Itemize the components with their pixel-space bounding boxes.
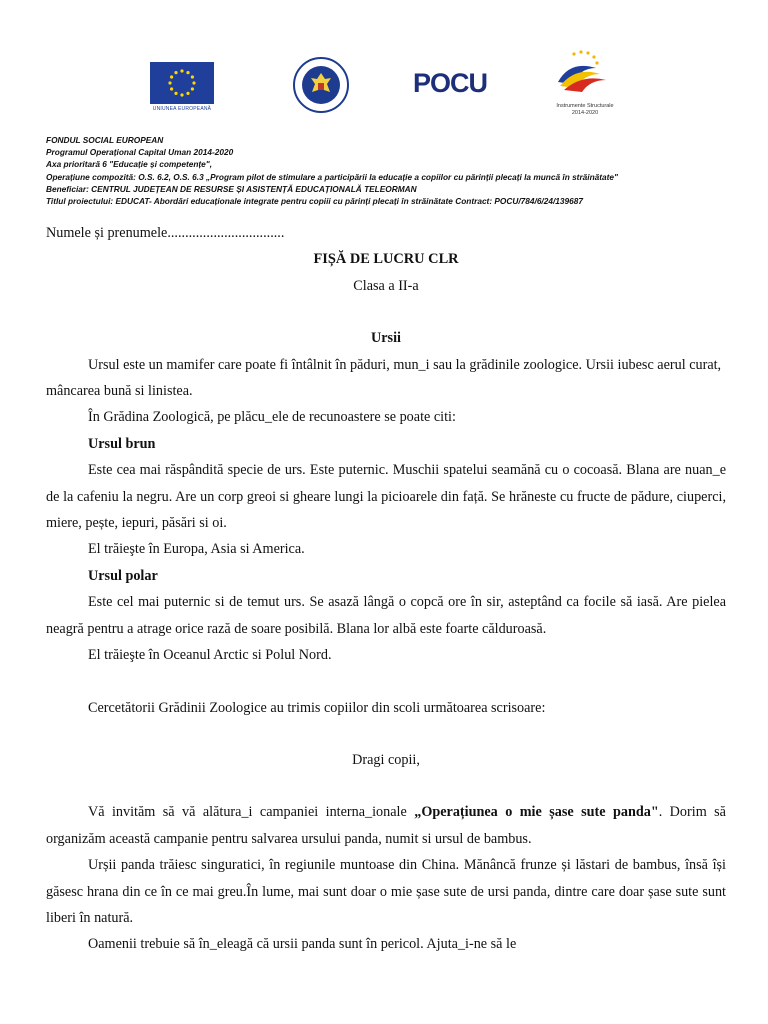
- worksheet-title: FIȘĂ DE LUCRU CLR: [313, 251, 459, 268]
- pocu-logo: [413, 68, 489, 108]
- letter-paragraph: Urșii panda trăiesc singuratici, în regiunile muntoase din China. Mănâncă frunze și lăstari de bambus, însă își găsesc hrana din ce în ce mai greu.În lume, mai sunt doar o mie șase sute de ursi panda, dintre care doar șase sute sunt liberi în natură.: [46, 857, 726, 926]
- paragraph: În Grădina Zoologică, pe plăcu_ele de recunoastere se poate citi:: [88, 409, 456, 426]
- text-title: Ursii: [371, 330, 401, 347]
- government-seal-icon: [292, 56, 350, 114]
- letter-paragraph: [46, 799, 726, 852]
- paragraph: El trăieşte în Oceanul Arctic si Polul Nord.: [88, 647, 332, 664]
- info-line: FONDUL SOCIAL EUROPEAN: [46, 135, 164, 145]
- class-label: Clasa a II-a: [353, 277, 419, 294]
- eu-caption: UNIUNEA EUROPEANĂ: [152, 106, 212, 112]
- spacer: [46, 669, 726, 695]
- subheading-brown-bear: Ursul brun: [88, 435, 156, 452]
- is-caption-title: Instrumente Structurale: [556, 103, 614, 109]
- paragraph: El trăieşte în Europa, Asia si America.: [88, 541, 305, 558]
- subheading-polar-bear: Ursul polar: [88, 567, 158, 584]
- letter-paragraph: Oamenii trebuie să în_eleagă că ursii panda sunt în pericol. Ajuta_i-ne să le: [88, 936, 517, 953]
- info-line: Beneficiar: CENTRUL JUDEȚEAN DE RESURSE ȘI ASISTENȚĂ EDUCAȚIONALĂ TELEORMAN: [46, 183, 417, 194]
- spacer: [46, 721, 726, 747]
- project-info: [46, 134, 746, 207]
- letter-greeting: Dragi copii,: [352, 751, 420, 768]
- campaign-name: „Operațiunea o mie șase sute panda": [414, 804, 659, 821]
- paragraph: Este cea mai răspândită specie de urs. Este puternic. Muschii spatelui seamănă cu o cocoasă. Blana are nuan_e de la cafeniu la negru. Are un corp greoi si gheare lungi la picioarele din față. Se hrăneste cu fructe de pădure, ciuperci, miere, pește, iepuri, păsări si oi.: [46, 462, 726, 532]
- structural-instruments-logo: [550, 48, 620, 120]
- worksheet: [46, 220, 726, 958]
- spacer: [46, 773, 726, 799]
- paragraph: Cercetătorii Grădinii Zoologice au trimis copiilor din scoli următoarea scrisoare:: [88, 699, 546, 716]
- text-run: . Dorim să organizăm această campanie pentru salvarea ursului panda, numit si ursul de bambus.: [46, 804, 726, 847]
- text-run: Vă invităm să vă alătura_i campaniei interna_ionale: [88, 804, 415, 821]
- info-line: Titlul proiectului: EDUCAT- Abordări educaționale integrate pentru copiii cu părinți plecați în străinătate Contract: POCU/784/6/24/139687: [46, 196, 583, 207]
- paragraph: Este cel mai puternic si de temut urs. Se asază lângă o copcă ore în sir, asteptând ca focile să iasă. Are pielea neagră pentru a atrage orice rază de soare posibilă. Blana lor albă este foarte călduroasă.: [46, 594, 726, 637]
- info-line: Operațiune compozită: O.S. 6.2, O.S. 6.3 „Program pilot de stimulare a participării la educație a copiilor cu părinții plecați la muncă în străinătate": [46, 171, 618, 182]
- info-line: Programul Operațional Capital Uman 2014-2020: [46, 147, 234, 158]
- logo-bar: [0, 48, 768, 128]
- info-line: Axa prioritară 6 "Educație și competențe",: [46, 159, 213, 170]
- paragraph: Ursul este un mamifer care poate fi întâlnit în păduri, mun_i sau la grădinile zoologice. Ursii iubesc aerul curat, mâncarea bună si linistea.: [46, 356, 722, 400]
- government-logo: [292, 56, 350, 114]
- spacer: [46, 299, 726, 325]
- pocu-text: POCU: [413, 68, 488, 98]
- is-caption-years: 2014-2020: [571, 110, 599, 116]
- name-field-line: Numele și prenumele.................................: [46, 225, 285, 241]
- eu-flag-icon: [150, 62, 214, 104]
- eu-logo: [150, 62, 214, 114]
- structural-instruments-icon: [550, 48, 620, 98]
